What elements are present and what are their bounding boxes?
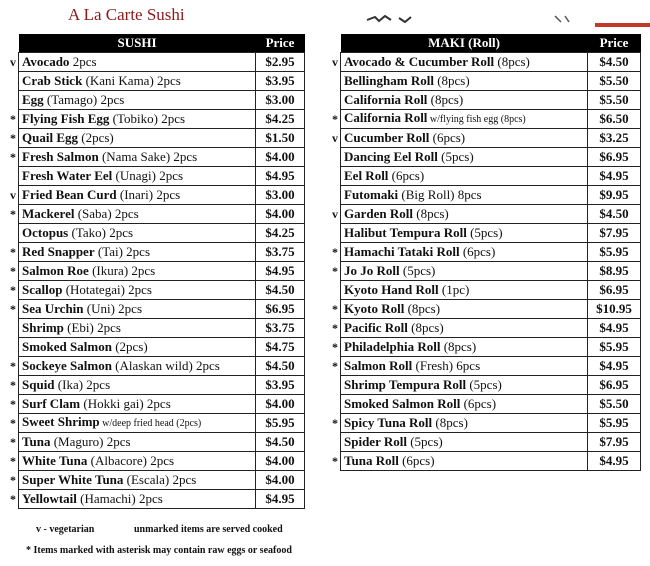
item-name-cell <box>341 224 588 243</box>
item-detail: (Saba) 2pcs <box>74 206 139 221</box>
item-name: Garden Roll <box>344 206 413 221</box>
item-marker <box>330 186 341 205</box>
item-detail: (Maguro) 2pcs <box>50 434 131 449</box>
item-name-cell <box>19 148 256 167</box>
item-name-cell <box>341 281 588 300</box>
item-name: Shrimp Tempura Roll <box>344 377 467 392</box>
item-detail: (8pcs) <box>494 54 530 69</box>
sushi-row <box>8 205 305 224</box>
item-marker <box>330 72 341 91</box>
item-name: Hamachi Tataki Roll <box>344 244 460 259</box>
item-price: $4.95 <box>256 167 305 186</box>
item-price: $4.95 <box>588 357 641 376</box>
item-detail: (Fresh) 6pcs <box>412 358 481 373</box>
item-name: Sweet Shrimp <box>22 414 100 429</box>
item-name: California Roll <box>344 110 428 125</box>
maki-row <box>330 300 641 319</box>
item-price: $4.00 <box>256 452 305 471</box>
item-detail: (6pcs) <box>459 244 496 259</box>
item-name-cell <box>19 490 256 509</box>
sushi-row <box>8 414 305 433</box>
item-price: $1.50 <box>256 129 305 148</box>
maki-row <box>330 452 641 471</box>
sushi-row <box>8 452 305 471</box>
item-price: $4.95 <box>256 490 305 509</box>
item-marker: * <box>332 340 338 354</box>
item-marker <box>8 167 19 186</box>
item-marker: * <box>10 264 16 278</box>
item-detail: (2pcs) <box>111 339 148 354</box>
item-marker: * <box>10 454 16 468</box>
item-price: $4.00 <box>256 205 305 224</box>
sushi-row <box>8 300 305 319</box>
item-detail: (8pcs) <box>432 415 468 430</box>
item-name-cell <box>341 243 588 262</box>
item-price: $4.25 <box>256 110 305 129</box>
item-name: Mackerel <box>22 206 75 221</box>
sushi-row <box>8 243 305 262</box>
sushi-row <box>8 319 305 338</box>
item-name: Surf Clam <box>22 396 81 411</box>
item-name: Spider Roll <box>344 434 407 449</box>
item-name: Cucumber Roll <box>344 130 430 145</box>
item-name: Tuna Roll <box>344 453 399 468</box>
item-name: Shrimp <box>22 320 64 335</box>
sushi-header-name: SUSHI <box>19 34 256 53</box>
item-name-cell <box>341 319 588 338</box>
sushi-row <box>8 471 305 490</box>
maki-table <box>330 34 641 471</box>
item-price: $5.50 <box>588 72 641 91</box>
item-name: Tuna <box>22 434 51 449</box>
maki-row <box>330 110 641 129</box>
item-name: Egg <box>22 92 44 107</box>
item-marker <box>8 224 19 243</box>
item-name: Futomaki <box>344 187 399 202</box>
maki-header-name: MAKI (Roll) <box>341 34 588 53</box>
item-name-cell <box>19 262 256 281</box>
item-name: Kyoto Hand Roll <box>344 282 439 297</box>
item-detail: (Escala) 2pcs <box>123 472 197 487</box>
item-price: $4.50 <box>256 357 305 376</box>
item-price: $3.75 <box>256 319 305 338</box>
item-marker <box>330 281 341 300</box>
mark-header-spacer <box>8 34 19 53</box>
item-detail: (5pcs) <box>466 377 502 392</box>
item-name-cell <box>19 281 256 300</box>
item-detail: (Unagi) 2pcs <box>112 168 184 183</box>
item-detail: w/deep fried head (2pcs) <box>99 418 202 429</box>
item-price: $5.95 <box>256 414 305 433</box>
item-marker: * <box>332 245 338 259</box>
item-marker: * <box>10 283 16 297</box>
item-marker: * <box>332 302 338 316</box>
item-name-cell <box>19 243 256 262</box>
sushi-header-row <box>8 34 305 53</box>
item-detail: (5pcs) <box>437 149 474 164</box>
item-name-cell <box>341 300 588 319</box>
item-name: Avocado <box>22 54 70 69</box>
item-name-cell <box>341 262 588 281</box>
maki-row <box>330 72 641 91</box>
item-price: $6.50 <box>588 110 641 129</box>
legend-vegetarian: v - vegetarian <box>36 524 95 535</box>
item-price: $4.25 <box>256 224 305 243</box>
item-marker <box>330 376 341 395</box>
item-name: Flying Fish Egg <box>22 111 110 126</box>
item-name: Salmon Roll <box>344 358 413 373</box>
maki-row <box>330 129 641 148</box>
item-name-cell <box>341 110 588 129</box>
maki-row <box>330 395 641 414</box>
maki-row <box>330 433 641 452</box>
sushi-row <box>8 395 305 414</box>
item-price: $6.95 <box>588 281 641 300</box>
item-name-cell <box>19 338 256 357</box>
item-marker: * <box>10 359 16 373</box>
item-detail: (5pcs) <box>466 225 503 240</box>
item-name-cell <box>19 471 256 490</box>
sushi-table <box>8 34 305 509</box>
item-price: $5.95 <box>588 338 641 357</box>
item-price: $10.95 <box>588 300 641 319</box>
item-name: Quail Egg <box>22 130 78 145</box>
item-name-cell <box>341 376 588 395</box>
item-marker <box>330 167 341 186</box>
item-marker: * <box>10 473 16 487</box>
item-name-cell <box>341 129 588 148</box>
item-name: Dancing Eel Roll <box>344 149 438 164</box>
item-detail: (Uni) 2pcs <box>83 301 143 316</box>
item-detail: (8pcs) <box>427 92 464 107</box>
item-name-cell <box>341 414 588 433</box>
item-name: Bellingham Roll <box>344 73 434 88</box>
item-name-cell <box>341 357 588 376</box>
item-price: $4.00 <box>256 148 305 167</box>
decorative-brush-strokes <box>365 14 650 28</box>
item-detail: (1pc) <box>438 282 470 297</box>
item-name-cell <box>341 395 588 414</box>
maki-row <box>330 205 641 224</box>
item-marker: * <box>10 150 16 164</box>
sushi-row <box>8 53 305 72</box>
maki-row <box>330 224 641 243</box>
item-name-cell <box>19 205 256 224</box>
item-price: $3.00 <box>256 91 305 110</box>
item-marker <box>330 91 341 110</box>
item-marker <box>330 395 341 414</box>
maki-row <box>330 53 641 72</box>
item-price: $7.95 <box>588 433 641 452</box>
item-name-cell <box>19 110 256 129</box>
maki-row <box>330 186 641 205</box>
item-name-cell <box>341 53 588 72</box>
maki-row <box>330 414 641 433</box>
sushi-row <box>8 148 305 167</box>
item-price: $2.95 <box>256 53 305 72</box>
sushi-row <box>8 433 305 452</box>
item-name-cell <box>19 395 256 414</box>
item-price: $4.50 <box>256 281 305 300</box>
item-name: Pacific Roll <box>344 320 408 335</box>
maki-row <box>330 281 641 300</box>
item-price: $3.95 <box>256 376 305 395</box>
item-price: $4.50 <box>588 53 641 72</box>
sushi-rows <box>8 53 305 509</box>
item-price: $6.95 <box>588 376 641 395</box>
item-marker: * <box>10 435 16 449</box>
item-name-cell <box>341 91 588 110</box>
item-marker: v <box>10 188 16 202</box>
item-detail: (8pcs) <box>412 206 449 221</box>
item-marker: * <box>10 492 16 506</box>
item-detail: (6pcs) <box>429 130 466 145</box>
maki-row <box>330 262 641 281</box>
maki-header-price: Price <box>588 34 641 53</box>
item-detail: (Ika) 2pcs <box>54 377 111 392</box>
item-price: $7.95 <box>588 224 641 243</box>
item-name-cell <box>19 319 256 338</box>
item-detail: (Inari) 2pcs <box>116 187 181 202</box>
item-detail: (Kani Kama) 2pcs <box>82 73 181 88</box>
item-detail: (Albacore) 2pcs <box>87 453 175 468</box>
item-detail: (8pcs) <box>433 73 470 88</box>
item-name: White Tuna <box>22 453 88 468</box>
sushi-row <box>8 262 305 281</box>
item-name: Salmon Roe <box>22 263 89 278</box>
item-marker: v <box>10 55 16 69</box>
item-detail: (Hamachi) 2pcs <box>76 491 163 506</box>
item-marker: * <box>332 321 338 335</box>
item-name: Yellowtail <box>22 491 77 506</box>
item-detail: (Ebi) 2pcs <box>63 320 121 335</box>
item-price: $4.00 <box>256 471 305 490</box>
item-name-cell <box>19 357 256 376</box>
item-marker <box>8 319 19 338</box>
item-detail: 2pcs <box>69 54 97 69</box>
sushi-header-price: Price <box>256 34 305 53</box>
item-name-cell <box>19 53 256 72</box>
item-marker <box>8 91 19 110</box>
item-name: Smoked Salmon Roll <box>344 396 461 411</box>
item-price: $3.25 <box>588 129 641 148</box>
item-name-cell <box>19 414 256 433</box>
sushi-row <box>8 129 305 148</box>
item-price: $5.50 <box>588 91 641 110</box>
item-price: $4.50 <box>588 205 641 224</box>
item-name-cell <box>19 452 256 471</box>
maki-row <box>330 167 641 186</box>
item-name-cell <box>19 72 256 91</box>
item-marker: * <box>10 131 16 145</box>
item-detail: (6pcs) <box>460 396 497 411</box>
item-marker <box>330 148 341 167</box>
item-name: Squid <box>22 377 55 392</box>
item-name-cell <box>341 433 588 452</box>
sushi-row <box>8 281 305 300</box>
item-price: $5.50 <box>588 395 641 414</box>
maki-row <box>330 319 641 338</box>
item-price: $8.95 <box>588 262 641 281</box>
item-name-cell <box>19 129 256 148</box>
item-detail: (Tai) 2pcs <box>94 244 151 259</box>
item-price: $6.95 <box>256 300 305 319</box>
sushi-row <box>8 224 305 243</box>
item-detail: (Nama Sake) 2pcs <box>98 149 198 164</box>
item-marker: * <box>332 416 338 430</box>
item-price: $4.95 <box>588 319 641 338</box>
item-detail: (Hotategai) 2pcs <box>62 282 152 297</box>
item-marker <box>330 433 341 452</box>
item-name: Scallop <box>22 282 63 297</box>
item-marker: v <box>332 55 338 69</box>
item-price: $6.95 <box>588 148 641 167</box>
item-detail: (6pcs) <box>398 453 435 468</box>
item-name: Sockeye Salmon <box>22 358 112 373</box>
item-name: Fried Bean Curd <box>22 187 117 202</box>
legend-cooked: unmarked items are served cooked <box>134 524 283 535</box>
item-name: Smoked Salmon <box>22 339 112 354</box>
item-name-cell <box>19 376 256 395</box>
item-name: Philadelphia Roll <box>344 339 441 354</box>
item-price: $4.95 <box>256 262 305 281</box>
item-name: Crab Stick <box>22 73 83 88</box>
item-name: Kyoto Roll <box>344 301 405 316</box>
sushi-row <box>8 72 305 91</box>
item-price: $3.00 <box>256 186 305 205</box>
item-detail: (8pcs) <box>404 301 441 316</box>
item-name-cell <box>341 167 588 186</box>
item-price: $3.95 <box>256 72 305 91</box>
item-marker: * <box>10 378 16 392</box>
item-marker: * <box>10 397 16 411</box>
item-name: Red Snapper <box>22 244 95 259</box>
maki-row <box>330 243 641 262</box>
item-name-cell <box>19 224 256 243</box>
item-name: Octopus <box>22 225 69 240</box>
item-marker: * <box>10 245 16 259</box>
item-detail: (Tako) 2pcs <box>68 225 134 240</box>
item-marker: * <box>10 302 16 316</box>
maki-header-row <box>330 34 641 53</box>
item-name: Halibut Tempura Roll <box>344 225 467 240</box>
sushi-row <box>8 186 305 205</box>
item-price: $4.75 <box>256 338 305 357</box>
item-detail: (8pcs) <box>407 320 444 335</box>
sushi-row <box>8 490 305 509</box>
item-name: Spicy Tuna Roll <box>344 415 433 430</box>
maki-row <box>330 357 641 376</box>
item-name: Fresh Water Eel <box>22 168 113 183</box>
item-marker: * <box>332 112 338 126</box>
item-marker: * <box>332 359 338 373</box>
item-detail: (Tobiko) 2pcs <box>109 111 186 126</box>
item-detail: (2pcs) <box>78 130 114 145</box>
item-name-cell <box>341 205 588 224</box>
item-name: California Roll <box>344 92 428 107</box>
item-name: Sea Urchin <box>22 301 84 316</box>
item-price: $4.50 <box>256 433 305 452</box>
item-marker: * <box>10 207 16 221</box>
item-marker <box>8 338 19 357</box>
legend-raw: * Items marked with asterisk may contain raw eggs or seafood <box>26 545 292 556</box>
item-price: $5.95 <box>588 414 641 433</box>
page-title: A La Carte Sushi <box>68 5 185 24</box>
item-name-cell <box>19 91 256 110</box>
maki-row <box>330 376 641 395</box>
item-name-cell <box>341 338 588 357</box>
item-name: Avocado & Cucumber Roll <box>344 54 495 69</box>
mark-header-spacer <box>330 34 341 53</box>
item-price: $9.95 <box>588 186 641 205</box>
item-marker: * <box>332 264 338 278</box>
maki-row <box>330 91 641 110</box>
item-name-cell <box>341 148 588 167</box>
item-price: $3.75 <box>256 243 305 262</box>
sushi-row <box>8 91 305 110</box>
item-price: $4.00 <box>256 395 305 414</box>
item-name-cell <box>19 167 256 186</box>
maki-row <box>330 148 641 167</box>
item-detail: w/flying fish egg (8pcs) <box>427 114 526 125</box>
sushi-row <box>8 376 305 395</box>
item-marker <box>8 72 19 91</box>
item-price: $5.95 <box>588 243 641 262</box>
item-price: $4.95 <box>588 452 641 471</box>
item-marker: * <box>10 416 16 430</box>
sushi-row <box>8 167 305 186</box>
item-detail: (Alaskan wild) 2pcs <box>111 358 220 373</box>
item-name: Super White Tuna <box>22 472 124 487</box>
item-detail: (5pcs) <box>399 263 436 278</box>
sushi-row <box>8 338 305 357</box>
item-name-cell <box>341 186 588 205</box>
item-price: $4.95 <box>588 167 641 186</box>
item-name-cell <box>341 452 588 471</box>
sushi-row <box>8 110 305 129</box>
maki-rows <box>330 53 641 471</box>
maki-row <box>330 338 641 357</box>
item-name-cell <box>19 433 256 452</box>
item-name: Eel Roll <box>344 168 389 183</box>
item-detail: (5pcs) <box>406 434 443 449</box>
item-marker <box>330 224 341 243</box>
item-detail: (8pcs) <box>440 339 477 354</box>
item-name: Fresh Salmon <box>22 149 99 164</box>
item-name-cell <box>19 300 256 319</box>
item-detail: (Ikura) 2pcs <box>88 263 156 278</box>
sushi-row <box>8 357 305 376</box>
item-name: Jo Jo Roll <box>344 263 400 278</box>
item-marker: v <box>332 131 338 145</box>
item-detail: (Hokki gai) 2pcs <box>80 396 171 411</box>
item-marker: * <box>332 454 338 468</box>
item-name-cell <box>19 186 256 205</box>
item-marker: v <box>332 207 338 221</box>
item-marker: * <box>10 112 16 126</box>
item-detail: (6pcs) <box>388 168 425 183</box>
item-detail: (Big Roll) 8pcs <box>398 187 482 202</box>
item-name-cell <box>341 72 588 91</box>
item-detail: (Tamago) 2pcs <box>43 92 125 107</box>
